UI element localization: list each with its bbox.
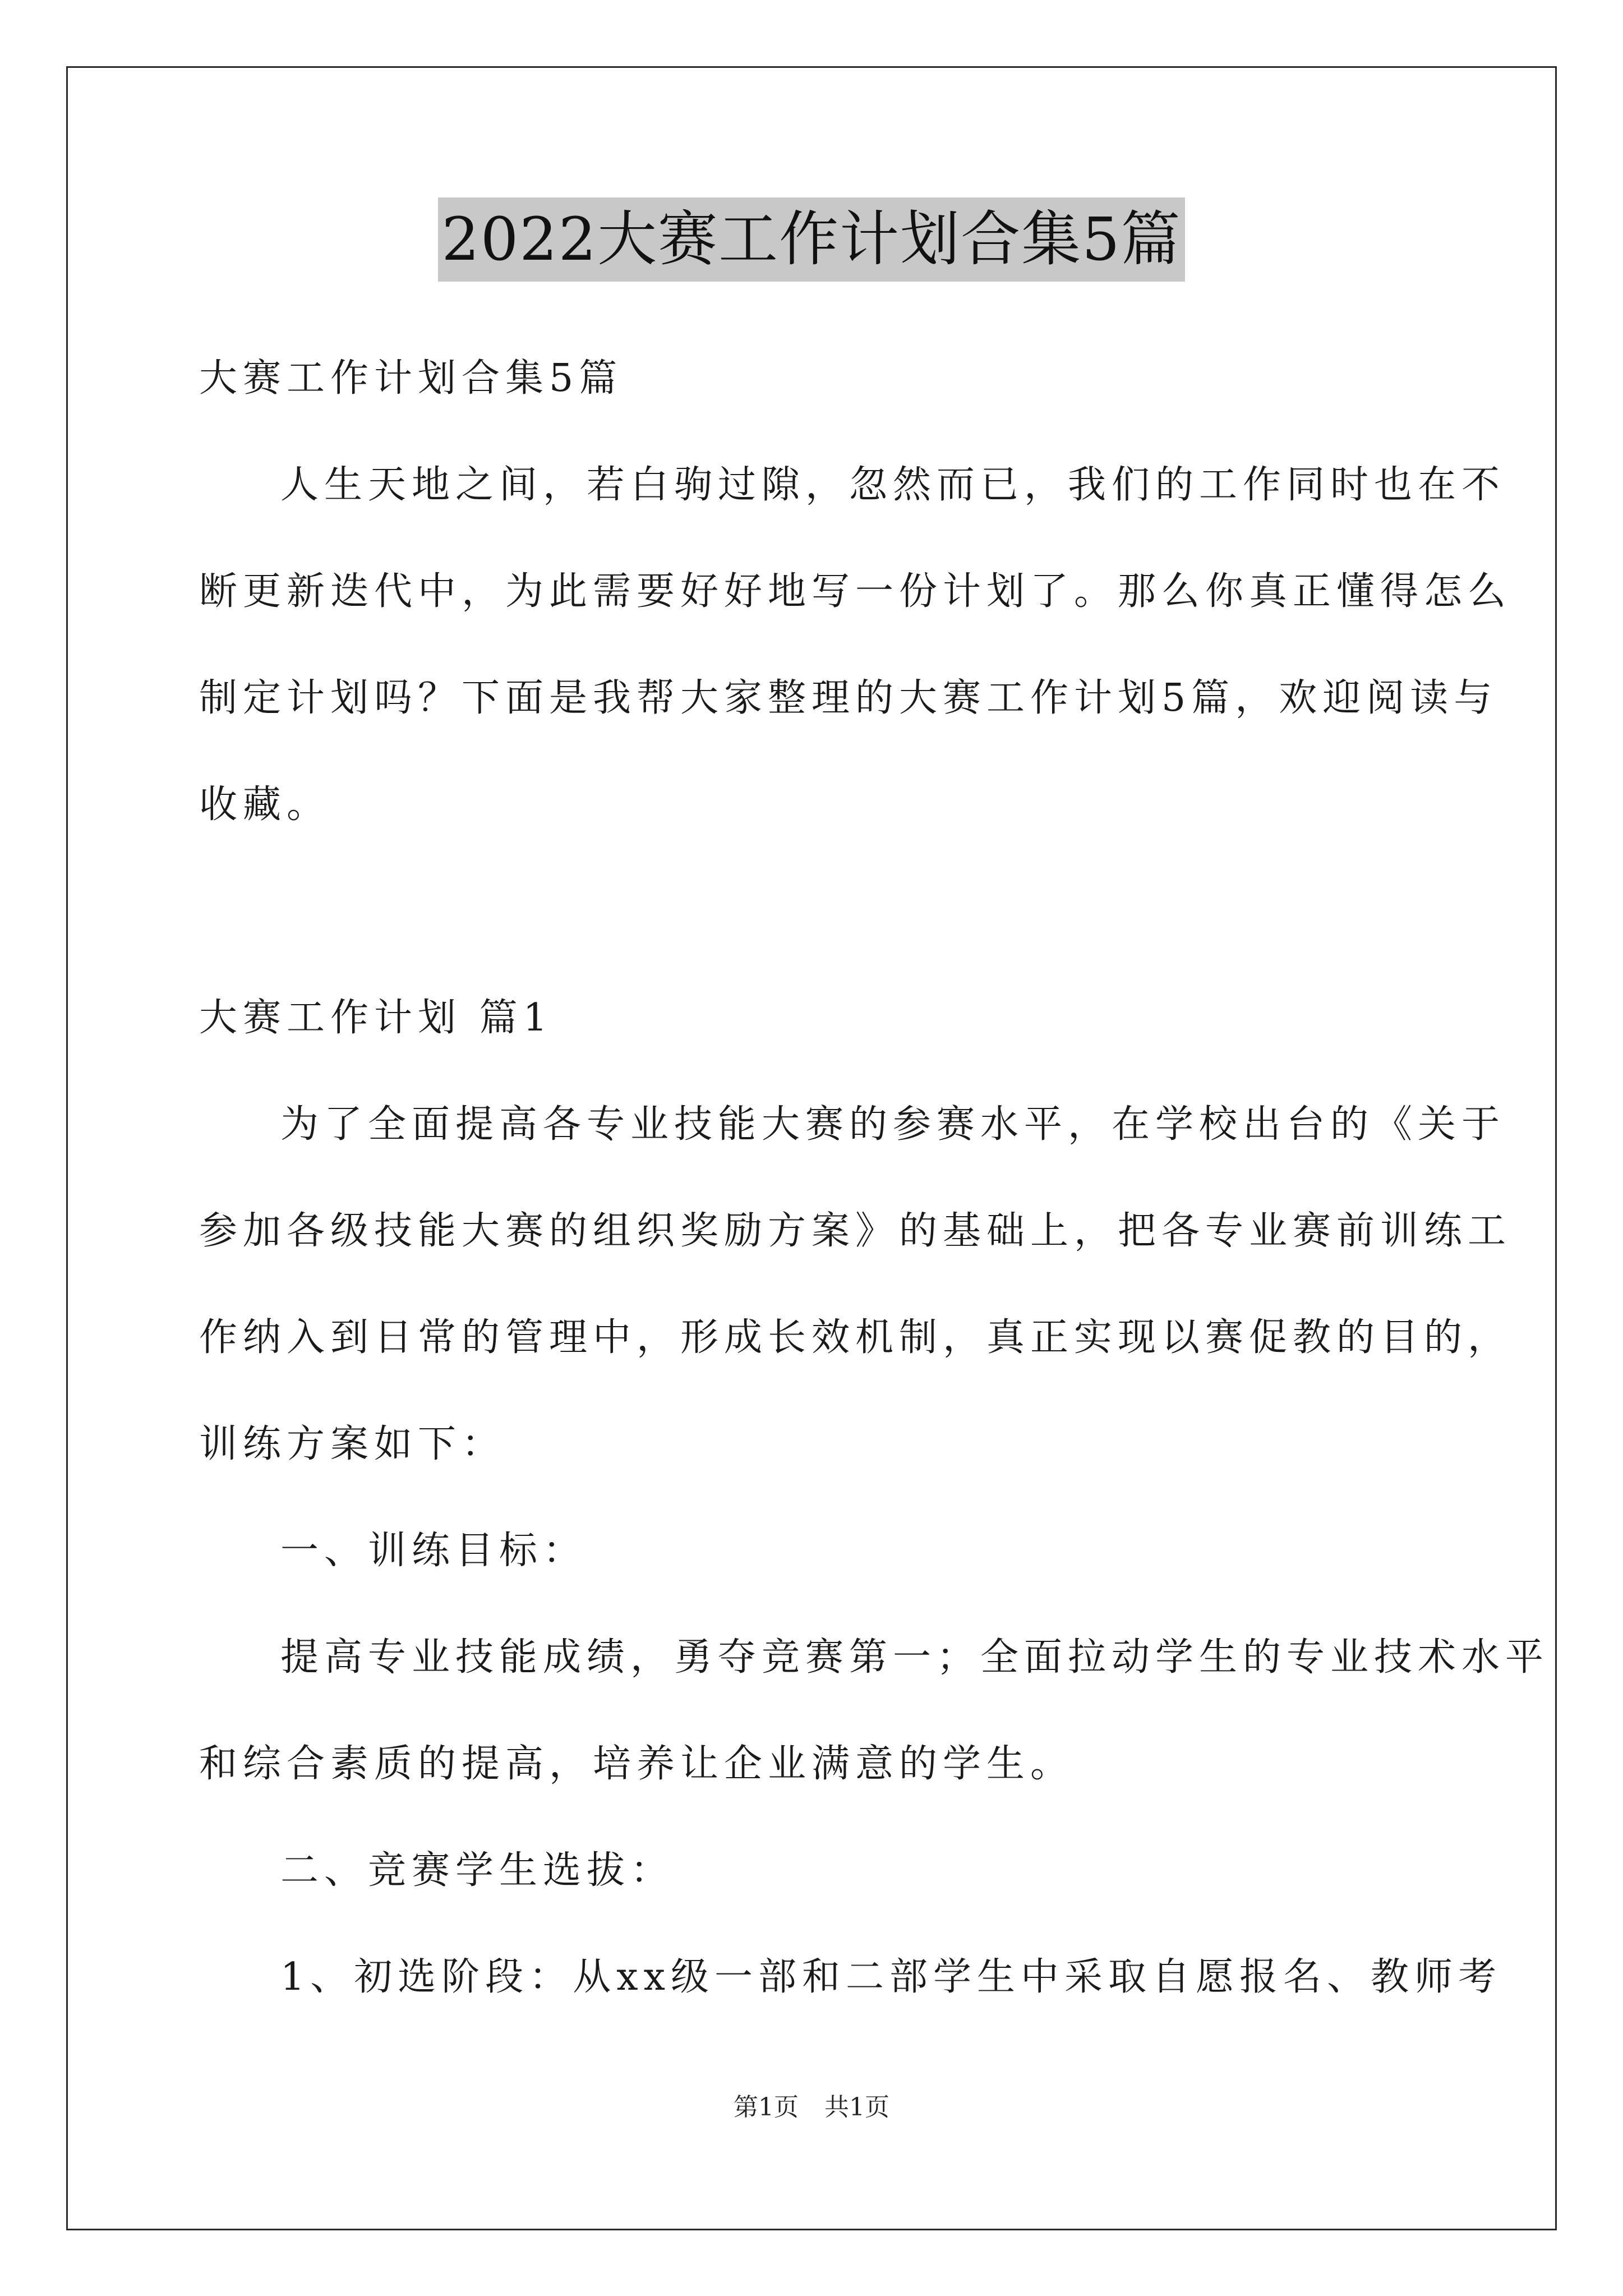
- intro-line: 收藏。: [199, 783, 331, 827]
- goal-line: 提高专业技能成绩，勇夺竞赛第一；全面拉动学生的专业技术水平: [280, 1635, 1550, 1680]
- page-footer: [0, 2091, 1623, 2124]
- document-subtitle: 大赛工作计划合集5篇: [199, 356, 623, 401]
- selection-line: 1、初选阶段：从xx级一部和二部学生中采取自愿报名、教师考: [280, 1955, 1502, 1999]
- page-number-current: 第1页: [734, 2093, 799, 2122]
- intro-line: 制定计划吗？下面是我帮大家整理的大赛工作计划5篇，欢迎阅读与: [199, 676, 1498, 720]
- section-heading: 大赛工作计划 篇1: [199, 996, 553, 1040]
- title-wrap: [0, 197, 1623, 282]
- intro-line: 人生天地之间，若白驹过隙，忽然而已，我们的工作同时也在不: [280, 463, 1506, 507]
- section-line: 参加各级技能大赛的组织奖励方案》的基础上，把各专业赛前训练工: [199, 1209, 1512, 1253]
- section-line: 作纳入到日常的管理中，形成长效机制，真正实现以赛促教的目的，: [199, 1315, 1512, 1360]
- intro-line: 断更新迭代中，为此需要好好地写一份计划了。那么你真正懂得怎么: [199, 569, 1512, 614]
- section-line: 为了全面提高各专业技能大赛的参赛水平，在学校出台的《关于: [280, 1102, 1506, 1147]
- selection-heading: 二、竞赛学生选拔：: [280, 1848, 675, 1893]
- page-number-total: 共1页: [824, 2093, 889, 2122]
- section-line: 训练方案如下：: [199, 1422, 506, 1466]
- goal-heading: 一、训练目标：: [280, 1529, 587, 1573]
- document-title: 2022大赛工作计划合集5篇: [438, 197, 1184, 282]
- goal-line: 和综合素质的提高，培养让企业满意的学生。: [199, 1742, 1075, 1786]
